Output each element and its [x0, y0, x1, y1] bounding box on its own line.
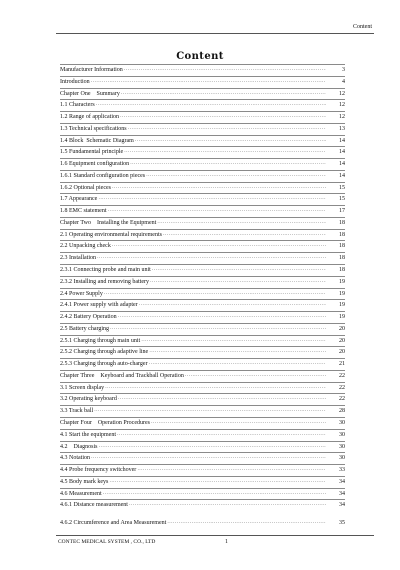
toc-entry-page: 20: [339, 349, 345, 356]
toc-dot-leader: [157, 218, 326, 230]
toc-entry[interactable]: [60, 393, 345, 405]
toc-entry-label: 1.6.1 Standard configuration pieces: [60, 172, 146, 179]
toc-dot-leader: [146, 171, 326, 183]
toc-entry[interactable]: [60, 252, 345, 264]
toc-entry[interactable]: [60, 123, 345, 135]
toc-entry[interactable]: [60, 146, 345, 158]
toc-entry-label: 2.4.1 Power supply with adapter: [60, 302, 138, 309]
toc-dot-leader: [91, 453, 326, 465]
toc-entry[interactable]: [60, 217, 345, 229]
toc-entry[interactable]: [60, 518, 345, 530]
toc-dot-leader: [130, 159, 326, 171]
toc-entry-label: 4.3 Notation: [60, 455, 90, 462]
toc-dot-leader: [109, 477, 326, 489]
toc-dot-leader: [128, 124, 326, 136]
toc-entry-page: 15: [339, 196, 345, 203]
toc-entry-label: 1.5 Fundamental principle: [60, 149, 124, 156]
toc-entry-page: 12: [339, 90, 345, 97]
toc-entry-page: 3: [342, 67, 345, 73]
toc-entry[interactable]: [60, 323, 345, 335]
toc-entry-page: 17: [339, 208, 345, 215]
toc-entry-label: Introduction: [60, 78, 90, 85]
toc-dot-leader: [124, 147, 326, 159]
toc-entry-label: 2.4.2 Battery Operation: [60, 314, 117, 321]
toc-entry[interactable]: [60, 264, 345, 276]
page-title: Content: [176, 51, 224, 62]
toc-dot-leader: [120, 112, 326, 124]
toc-entry-page: 30: [339, 455, 345, 462]
toc-entry-page: 4: [342, 78, 345, 85]
toc-entry[interactable]: [60, 358, 345, 370]
toc-entry-page: 34: [339, 502, 345, 509]
toc-entry-label: 4.6.1 Distance measurement: [60, 502, 128, 509]
toc-entry-page: 28: [339, 408, 345, 415]
toc-dot-leader: [149, 347, 326, 359]
toc-dot-leader: [112, 183, 326, 195]
toc-entry-page: 22: [339, 384, 345, 391]
toc-dot-leader: [151, 418, 326, 430]
toc-entry[interactable]: [60, 182, 345, 194]
toc-entry-label: 3.3 Track ball: [60, 408, 94, 415]
toc-entry-label: 1.7 Appearance: [60, 196, 98, 203]
toc-entry[interactable]: [60, 452, 345, 464]
toc-entry[interactable]: [60, 205, 345, 217]
toc-entry-page: 18: [339, 255, 345, 262]
toc-dot-leader: [94, 406, 326, 418]
toc-dot-leader: [118, 394, 326, 406]
toc-entry-label: 3.1 Screen display: [60, 384, 105, 391]
toc-entry-label: 4.1 Start the equipment: [60, 431, 116, 438]
toc-entry-page: 18: [339, 267, 345, 274]
toc-entry[interactable]: [60, 193, 345, 205]
toc-entry[interactable]: [60, 88, 345, 100]
toc-dot-leader: [105, 383, 326, 395]
toc-entry-label: 1.1 Characters: [60, 102, 95, 109]
toc-entry-label: 1.3 Technical specifications: [60, 125, 127, 132]
toc-dot-leader: [150, 277, 326, 289]
toc-entry-page: 35: [339, 520, 345, 527]
footer-rule: [56, 535, 374, 536]
toc-entry-page: 14: [339, 172, 345, 179]
toc-dot-leader: [167, 518, 326, 530]
toc-dot-leader: [121, 89, 326, 101]
toc-entry[interactable]: [60, 111, 345, 123]
toc-entry-page: 19: [339, 302, 345, 309]
toc-entry-page: 34: [339, 490, 345, 497]
toc-entry[interactable]: [60, 76, 345, 88]
toc-entry-page: 22: [339, 396, 345, 403]
toc-entry-page: 30: [339, 419, 345, 426]
toc-entry[interactable]: [60, 335, 345, 347]
toc-entry-label: 1.4 Block Schematic Diagram: [60, 137, 134, 144]
toc-entry-label: 2.5 Battery charging: [60, 325, 110, 332]
toc-entry[interactable]: [60, 382, 345, 394]
toc-entry-label: 2.3.1 Connecting probe and main unit: [60, 267, 151, 274]
toc-entry[interactable]: [60, 311, 345, 323]
toc-dot-leader: [103, 489, 326, 501]
footer-page-number: 1: [225, 539, 228, 545]
toc-entry-label: 4.6.2 Circumference and Area Measurement: [60, 520, 167, 527]
toc-entry-label: 2.4 Power Supply: [60, 290, 103, 297]
toc-dot-leader: [98, 194, 326, 206]
toc-dot-leader: [96, 100, 326, 112]
toc-entry-page: 34: [339, 478, 345, 485]
toc-dot-leader: [149, 359, 326, 371]
toc-entry[interactable]: [60, 476, 345, 488]
toc-entry[interactable]: [60, 135, 345, 147]
toc-dot-leader: [117, 430, 326, 442]
toc-entry-label: 1.6.2 Optional pieces: [60, 184, 111, 191]
toc-dot-leader: [139, 300, 326, 312]
toc-entry-page: 18: [339, 243, 345, 250]
toc-entry[interactable]: [60, 429, 345, 441]
toc-entry[interactable]: [60, 499, 345, 511]
toc-entry-label: Manufacturer Information: [60, 67, 123, 73]
toc-entry[interactable]: [60, 299, 345, 311]
toc-dot-leader: [112, 241, 326, 253]
toc-entry-label: 4.5 Body mark keys: [60, 478, 109, 485]
toc-entry[interactable]: [60, 276, 345, 288]
toc-entry-label: 2.5.1 Charging through main unit: [60, 337, 141, 344]
toc-entry-page: 12: [339, 114, 345, 121]
toc-entry-label: 1.2 Range of application: [60, 114, 119, 121]
toc-entry[interactable]: [60, 417, 345, 429]
toc-entry-page: 33: [339, 467, 345, 474]
toc-entry-label: Chapter Four Operation Procedures: [60, 419, 150, 426]
toc-dot-leader: [108, 206, 327, 218]
toc-entry[interactable]: [60, 64, 345, 76]
toc-entry-label: 3.2 Operating keyboard: [60, 396, 117, 403]
header-rule: [56, 33, 374, 34]
toc-entry-page: 13: [339, 125, 345, 132]
toc-dot-leader: [129, 500, 326, 512]
toc-entry-page: 19: [339, 290, 345, 297]
toc-entry-page: 14: [339, 161, 345, 168]
toc-entry-page: 30: [339, 431, 345, 438]
toc-dot-leader: [99, 442, 327, 454]
toc-entry[interactable]: [60, 464, 345, 476]
toc-entry[interactable]: [60, 170, 345, 182]
toc-dot-leader: [185, 371, 326, 383]
toc-dot-leader: [110, 324, 326, 336]
toc-entry-label: 2.2 Unpacking check: [60, 243, 111, 250]
toc-entry-label: 1.8 EMC statement: [60, 208, 107, 215]
toc-entry-label: 2.1 Operating environmental requirements: [60, 231, 162, 238]
toc-entry-label: 2.3.2 Installing and removing battery: [60, 278, 149, 285]
toc-entry-label: 4.4 Probe frequency switchover: [60, 467, 137, 474]
footer-company: CONTEC MEDICAL SYSTEM , CO., LTD: [58, 539, 156, 545]
toc-dot-leader: [152, 265, 326, 277]
toc-dot-leader: [97, 253, 326, 265]
toc-entry-label: 4.2 Diagnosis: [60, 443, 98, 450]
toc-entry-label: 2.5.3 Charging through auto-charger: [60, 361, 148, 368]
toc-dot-leader: [118, 312, 326, 324]
toc-entry[interactable]: [60, 240, 345, 252]
toc-entry[interactable]: [60, 405, 345, 417]
toc-dot-leader: [124, 65, 326, 77]
toc-entry-page: 21: [339, 361, 345, 368]
toc-entry[interactable]: [60, 99, 345, 111]
toc-entry-label: 2.5.2 Charging through adaptive line: [60, 349, 149, 356]
toc-entry[interactable]: [60, 158, 345, 170]
toc-entry-page: 12: [339, 102, 345, 109]
toc-entry-label: 4.6 Measurement: [60, 490, 102, 497]
toc-entry-page: 18: [339, 231, 345, 238]
toc-entry[interactable]: [60, 229, 345, 241]
toc-entry[interactable]: [60, 370, 345, 382]
toc-dot-leader: [163, 230, 326, 242]
toc-entry[interactable]: [60, 488, 345, 500]
toc-entry-page: 20: [339, 325, 345, 332]
toc-entry-page: 22: [339, 372, 345, 379]
toc-entry-page: 18: [339, 219, 345, 226]
toc-entry[interactable]: [60, 288, 345, 300]
toc-entry-page: 14: [339, 149, 345, 156]
table-of-contents: [60, 64, 345, 530]
toc-entry-page: 20: [339, 337, 345, 344]
toc-entry-page: 19: [339, 314, 345, 321]
toc-entry-page: 15: [339, 184, 345, 191]
toc-dot-leader: [135, 136, 326, 148]
toc-dot-leader: [137, 465, 326, 477]
toc-entry-page: 30: [339, 443, 345, 450]
toc-entry[interactable]: [60, 441, 345, 453]
toc-dot-leader: [141, 336, 326, 348]
toc-entry-page: 14: [339, 137, 345, 144]
running-header: Content: [353, 24, 372, 30]
toc-entry-label: Chapter One Summary: [60, 90, 120, 97]
toc-dot-leader: [91, 77, 326, 89]
toc-entry-label: 1.6 Equipment configuration: [60, 161, 130, 168]
toc-entry[interactable]: [60, 346, 345, 358]
toc-entry-label: Chapter Three Keyboard and Trackball Operation: [60, 372, 184, 379]
toc-entry-label: Chapter Two Installing the Equipment: [60, 219, 157, 226]
toc-entry-label: 2.3 Installation: [60, 255, 96, 262]
toc-dot-leader: [104, 289, 326, 301]
toc-entry-page: 19: [339, 278, 345, 285]
